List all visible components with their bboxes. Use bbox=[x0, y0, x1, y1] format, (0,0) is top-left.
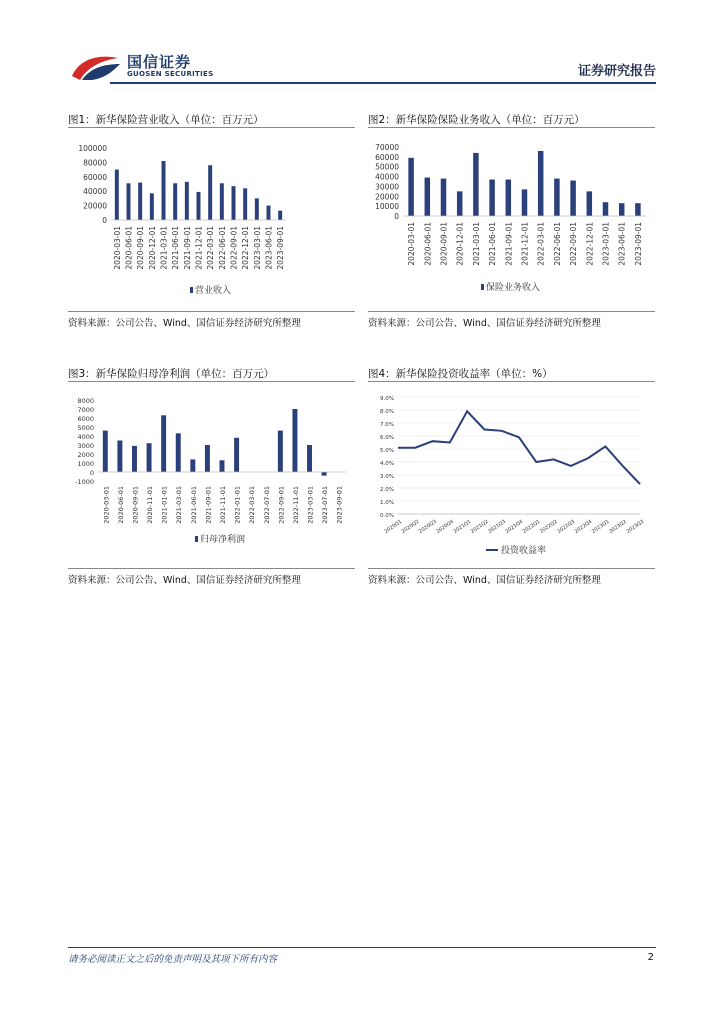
y-tick-label: 50000 bbox=[375, 162, 399, 172]
y-tick-label: 30000 bbox=[375, 182, 399, 192]
y-tick-label: 9.0% bbox=[380, 396, 394, 402]
legend-label: 投资收益率 bbox=[501, 546, 547, 556]
y-tick-label: 100000 bbox=[78, 144, 107, 153]
chart1-title: 图1：新华保险营业收入（单位：百万元） bbox=[68, 114, 264, 126]
bar bbox=[307, 445, 312, 472]
x-tick-label: 2022Q2 bbox=[539, 518, 559, 536]
legend-label: 保险业务收入 bbox=[486, 283, 541, 293]
bar bbox=[603, 202, 609, 216]
x-tick-label: 2021Q2 bbox=[469, 518, 490, 536]
x-tick-label: 2022-06-01 bbox=[217, 226, 227, 270]
x-tick-label: 2021-03-01 bbox=[471, 222, 481, 266]
x-tick-label: 2020-06-01 bbox=[423, 222, 433, 266]
x-tick-label: 2022-01-01 bbox=[233, 486, 242, 524]
bar bbox=[197, 192, 201, 220]
y-tick-label: 8000 bbox=[77, 397, 94, 405]
x-tick-label: 2021-12-01 bbox=[194, 226, 204, 270]
x-tick-label: 2020-06-01 bbox=[116, 486, 125, 524]
x-tick-label: 2020-11-01 bbox=[146, 486, 155, 524]
y-tick-label: 60000 bbox=[375, 152, 399, 162]
bar bbox=[220, 183, 224, 220]
y-tick-label: 40000 bbox=[375, 172, 399, 182]
y-tick-label: 20000 bbox=[83, 201, 107, 211]
bar bbox=[176, 433, 181, 472]
x-tick-label: 2020-09-01 bbox=[131, 486, 140, 524]
y-tick-label: 6000 bbox=[77, 415, 94, 423]
x-tick-label: 2021Q4 bbox=[504, 518, 525, 536]
bar bbox=[255, 198, 259, 220]
bar bbox=[147, 443, 152, 472]
y-tick-label: 2000 bbox=[77, 451, 94, 459]
x-tick-label: 2023-03-01 bbox=[252, 226, 262, 270]
y-tick-label: 3000 bbox=[77, 442, 94, 450]
x-tick-label: 2022-09-01 bbox=[229, 226, 239, 270]
y-tick-label: 8.0% bbox=[380, 409, 394, 415]
y-tick-label: 80000 bbox=[83, 158, 107, 168]
logo-text-en: GUOSEN SECURITIES bbox=[127, 70, 214, 78]
chart2-title: 图2：新华保险保险业务收入（单位：百万元） bbox=[368, 114, 585, 126]
bar bbox=[232, 186, 236, 220]
bar bbox=[234, 438, 239, 472]
y-tick-label: 7.0% bbox=[380, 422, 394, 428]
x-tick-label: 2021-09-01 bbox=[204, 486, 213, 524]
bar bbox=[457, 191, 463, 216]
chart4-title: 图4：新华保险投资收益率（单位：%） bbox=[368, 368, 553, 380]
bar bbox=[441, 179, 447, 216]
bar bbox=[619, 203, 625, 216]
footer-disclaimer: 请务必阅读正文之后的免责声明及其项下所有内容 bbox=[68, 954, 278, 965]
x-tick-label: 2023-07-01 bbox=[321, 486, 330, 524]
legend-label: 归母净利润 bbox=[200, 535, 246, 545]
x-tick-label: 2022-09-01 bbox=[277, 486, 286, 524]
x-tick-label: 2022-07-01 bbox=[262, 486, 271, 524]
chart4-investment-yield-line-chart bbox=[368, 384, 655, 566]
x-tick-label: 2023-03-01 bbox=[306, 486, 315, 524]
y-tick-label: 0 bbox=[89, 469, 94, 477]
x-tick-label: 2020-12-01 bbox=[147, 226, 157, 270]
x-tick-label: 2023Q3 bbox=[625, 518, 646, 536]
y-tick-label: -1000 bbox=[75, 478, 94, 486]
y-tick-label: 20000 bbox=[375, 192, 399, 202]
bar bbox=[278, 211, 282, 220]
chart1-source-note: 资料来源：公司公告、Wind、国信证券经济研究所整理 bbox=[68, 318, 301, 329]
x-tick-label: 2021-06-01 bbox=[171, 226, 181, 270]
x-tick-label: 2020Q4 bbox=[435, 518, 456, 536]
chart1-source-rule bbox=[68, 311, 355, 312]
x-tick-label: 2023-09-01 bbox=[633, 222, 643, 266]
x-tick-label: 2021-06-01 bbox=[189, 486, 198, 524]
x-tick-label: 2020Q1 bbox=[383, 518, 404, 536]
x-tick-label: 2021-09-01 bbox=[182, 226, 192, 270]
x-tick-label: 2020-12-01 bbox=[455, 222, 465, 266]
x-tick-label: 2023-09-01 bbox=[276, 226, 286, 270]
x-tick-label: 2022-03-01 bbox=[206, 226, 216, 270]
x-tick-label: 2021-01-01 bbox=[160, 486, 169, 524]
bar bbox=[150, 193, 154, 220]
x-tick-label: 2022-03-01 bbox=[536, 222, 546, 266]
x-tick-label: 2022-09-01 bbox=[569, 222, 579, 266]
chart2-premium-bar-chart bbox=[368, 130, 655, 308]
bar bbox=[570, 181, 576, 216]
bar bbox=[635, 203, 641, 216]
legend-swatch bbox=[195, 536, 198, 542]
x-tick-label: 2022Q1 bbox=[521, 518, 542, 536]
y-tick-label: 1.0% bbox=[380, 500, 394, 506]
x-tick-label: 2023-03-01 bbox=[601, 222, 611, 266]
x-tick-label: 2022-12-01 bbox=[585, 221, 595, 266]
series-line bbox=[398, 411, 640, 484]
chart3-source-note: 资料来源：公司公告、Wind、国信证券经济研究所整理 bbox=[68, 575, 301, 586]
page-number: 2 bbox=[647, 952, 654, 963]
y-tick-label: 0.0% bbox=[380, 513, 394, 519]
page-header bbox=[0, 0, 724, 90]
bar bbox=[208, 165, 212, 220]
chart4-title-rule bbox=[368, 381, 655, 382]
chart1-revenue-bar-chart bbox=[68, 130, 355, 308]
bar bbox=[103, 431, 108, 472]
chart4-source-note: 资料来源：公司公告、Wind、国信证券经济研究所整理 bbox=[368, 575, 601, 586]
bar bbox=[185, 182, 189, 220]
x-tick-label: 2023Q1 bbox=[590, 518, 611, 536]
y-tick-label: 40000 bbox=[83, 187, 107, 197]
x-tick-label: 2022-12-01 bbox=[241, 226, 251, 270]
chart2-source-rule bbox=[368, 311, 655, 312]
bar bbox=[205, 445, 210, 472]
guosen-logo-icon bbox=[70, 52, 122, 82]
x-tick-label: 2023-09-01 bbox=[335, 486, 344, 524]
bar bbox=[408, 158, 414, 216]
chart1-title-rule bbox=[68, 127, 355, 128]
bar bbox=[173, 183, 177, 220]
chart3-net-profit-bar-chart bbox=[68, 384, 355, 566]
x-tick-label: 2023-06-01 bbox=[617, 222, 627, 266]
bar bbox=[138, 183, 142, 220]
y-tick-label: 1000 bbox=[77, 460, 94, 468]
x-tick-label: 2020-06-01 bbox=[124, 226, 134, 270]
x-tick-label: 2022-06-01 bbox=[552, 222, 562, 266]
bar bbox=[161, 415, 166, 472]
y-tick-label: 3.0% bbox=[380, 474, 394, 480]
chart2-title-rule bbox=[368, 127, 655, 128]
x-tick-label: 2021Q1 bbox=[452, 518, 473, 536]
x-tick-label: 2020Q3 bbox=[418, 518, 438, 536]
x-tick-label: 2020-09-01 bbox=[136, 226, 146, 270]
header-divider bbox=[110, 82, 656, 84]
x-tick-label: 2021-03-01 bbox=[159, 226, 169, 270]
chart4-source-rule bbox=[368, 568, 655, 569]
bar bbox=[473, 153, 479, 216]
x-tick-label: 2020-03-01 bbox=[102, 486, 111, 524]
legend-label: 营业收入 bbox=[195, 286, 232, 296]
bar bbox=[132, 446, 137, 472]
y-tick-label: 0 bbox=[394, 212, 399, 221]
bar bbox=[522, 189, 528, 216]
y-tick-label: 0 bbox=[102, 216, 107, 225]
bar bbox=[117, 441, 122, 473]
bar bbox=[587, 191, 593, 216]
bar bbox=[243, 188, 247, 220]
x-tick-label: 2020-09-01 bbox=[439, 222, 449, 266]
x-tick-label: 2022-03-01 bbox=[248, 486, 257, 524]
x-tick-label: 2022Q4 bbox=[573, 518, 594, 536]
bar bbox=[554, 179, 560, 216]
report-type-label: 证券研究报告 bbox=[577, 64, 656, 79]
x-tick-label: 2021-09-01 bbox=[504, 222, 514, 266]
x-tick-label: 2020-03-01 bbox=[112, 226, 122, 270]
y-tick-label: 60000 bbox=[83, 172, 107, 182]
y-tick-label: 70000 bbox=[375, 143, 399, 152]
bar bbox=[322, 472, 327, 476]
bar bbox=[220, 460, 225, 472]
x-tick-label: 2021Q3 bbox=[487, 518, 507, 536]
y-tick-label: 5000 bbox=[77, 424, 94, 432]
y-tick-label: 7000 bbox=[77, 406, 94, 414]
bar bbox=[267, 206, 271, 220]
x-tick-label: 2022-11-01 bbox=[291, 486, 300, 524]
x-tick-label: 2021-03-01 bbox=[175, 486, 184, 524]
y-tick-label: 4000 bbox=[77, 433, 94, 441]
x-tick-label: 2023-06-01 bbox=[264, 226, 274, 270]
bar bbox=[162, 161, 166, 220]
bar bbox=[506, 180, 512, 216]
bar bbox=[127, 183, 131, 220]
bar bbox=[538, 151, 544, 216]
bar bbox=[190, 459, 195, 472]
x-tick-label: 2020-03-01 bbox=[407, 222, 417, 266]
y-tick-label: 10000 bbox=[375, 202, 399, 212]
logo-text-cn: 国信证券 bbox=[127, 53, 192, 71]
chart3-source-rule bbox=[68, 568, 355, 569]
bar bbox=[278, 431, 283, 472]
bar bbox=[292, 409, 297, 472]
bar bbox=[489, 180, 495, 216]
x-tick-label: 2020Q2 bbox=[400, 518, 421, 536]
chart3-title-rule bbox=[68, 381, 355, 382]
y-tick-label: 4.0% bbox=[380, 461, 394, 467]
chart2-source-note: 资料来源：公司公告、Wind、国信证券经济研究所整理 bbox=[368, 318, 601, 329]
legend-swatch bbox=[190, 287, 193, 293]
legend-swatch bbox=[481, 284, 484, 290]
y-tick-label: 5.0% bbox=[380, 448, 394, 454]
bar bbox=[115, 170, 119, 220]
x-tick-label: 2021-06-01 bbox=[488, 222, 498, 266]
x-tick-label: 2021-12-01 bbox=[520, 222, 530, 266]
bar bbox=[425, 178, 431, 216]
chart3-title: 图3：新华保险归母净利润（单位：百万元） bbox=[68, 368, 275, 380]
y-tick-label: 2.0% bbox=[380, 487, 394, 493]
footer-divider bbox=[68, 947, 656, 948]
x-tick-label: 2023Q2 bbox=[608, 518, 628, 536]
y-tick-label: 6.0% bbox=[380, 435, 394, 441]
x-tick-label: 2021-11-01 bbox=[219, 486, 227, 524]
x-tick-label: 2022Q3 bbox=[556, 518, 577, 536]
